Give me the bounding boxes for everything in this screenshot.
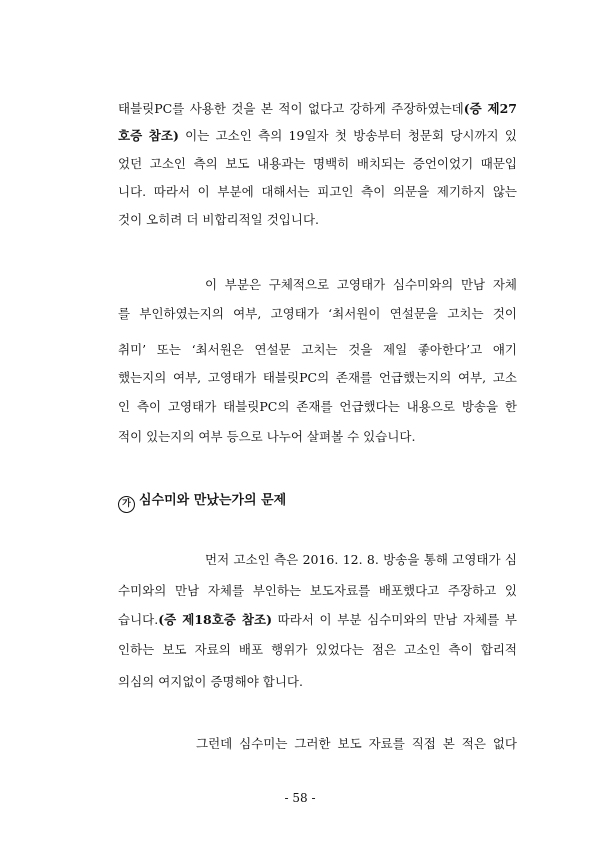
paragraph-2-line-3: 취미’ 또는 ‘최서원은 연설문 고치는 것을 제일 좋아한다’고 얘기 [118, 342, 517, 357]
paragraph-1-line-1 [118, 100, 517, 118]
paragraph-3-line-3 [118, 611, 517, 629]
section-heading-text: 심수미와 만났는가의 문제 [139, 493, 287, 508]
paragraph-3-text: 따라서 이 부분 심수미와의 만남 자체를 부 [271, 612, 517, 627]
paragraph-2-line-6: 적이 있는지의 여부 등으로 나누어 살펴볼 수 있습니다. [118, 429, 416, 444]
paragraph-3-text: 습니다. [118, 612, 159, 627]
paragraph-1-text: 이는 고소인 측의 19일자 첫 방송부터 청문회 당시까지 있 [178, 128, 517, 143]
evidence-reference: (증 제27 [463, 101, 517, 116]
evidence-reference: (증 제18호증 참조) [158, 612, 272, 627]
evidence-reference: 호증 참조) [118, 128, 179, 143]
paragraph-3-line-2: 수미와의 만남 자체를 부인하는 보도자료를 배포했다고 주장하고 있 [118, 583, 517, 598]
paragraph-2-line-2: 를 부인하였는지의 여부, 고영태가 ‘최서원이 연설문을 고치는 것이 [118, 306, 517, 321]
circled-marker: 가 [118, 496, 135, 513]
paragraph-3-line-4: 인하는 보도 자료의 배포 행위가 있었다는 점은 고소인 측이 합리적 [118, 642, 517, 657]
paragraph-1-line-3: 었던 고소인 측의 보도 내용과는 명백히 배치되는 증언이었기 때문입 [118, 156, 517, 171]
paragraph-2-line-4: 했는지의 여부, 고영태가 태블릿PC의 존재를 언급했는지의 여부, 고소 [118, 370, 517, 385]
paragraph-2-line-5: 인 측이 고영태가 태블릿PC의 존재를 언급했다는 내용으로 방송을 한 [118, 399, 517, 414]
paragraph-4-line-1: 그런데 심수미는 그러한 보도 자료를 직접 본 적은 없다 [196, 736, 517, 751]
paragraph-1-text: 태블릿PC를 사용한 것을 본 적이 없다고 강하게 주장하였는데 [118, 101, 464, 116]
paragraph-3-line-5: 의심의 여지없이 증명해야 합니다. [118, 674, 303, 689]
page-number: - 58 - [284, 791, 316, 805]
paragraph-3-line-1: 먼저 고소인 측은 2016. 12. 8. 방송을 통해 고영태가 심 [205, 552, 517, 567]
paragraph-1-line-5: 것이 오히려 더 비합리적일 것입니다. [118, 212, 319, 227]
paragraph-1-line-2 [118, 127, 517, 145]
paragraph-2-line-1: 이 부분은 구체적으로 고영태가 심수미와의 만남 자체 [205, 277, 517, 292]
section-heading [118, 492, 286, 513]
paragraph-1-line-4: 니다. 따라서 이 부분에 대해서는 피고인 측이 의문을 제기하지 않는 [118, 184, 517, 199]
